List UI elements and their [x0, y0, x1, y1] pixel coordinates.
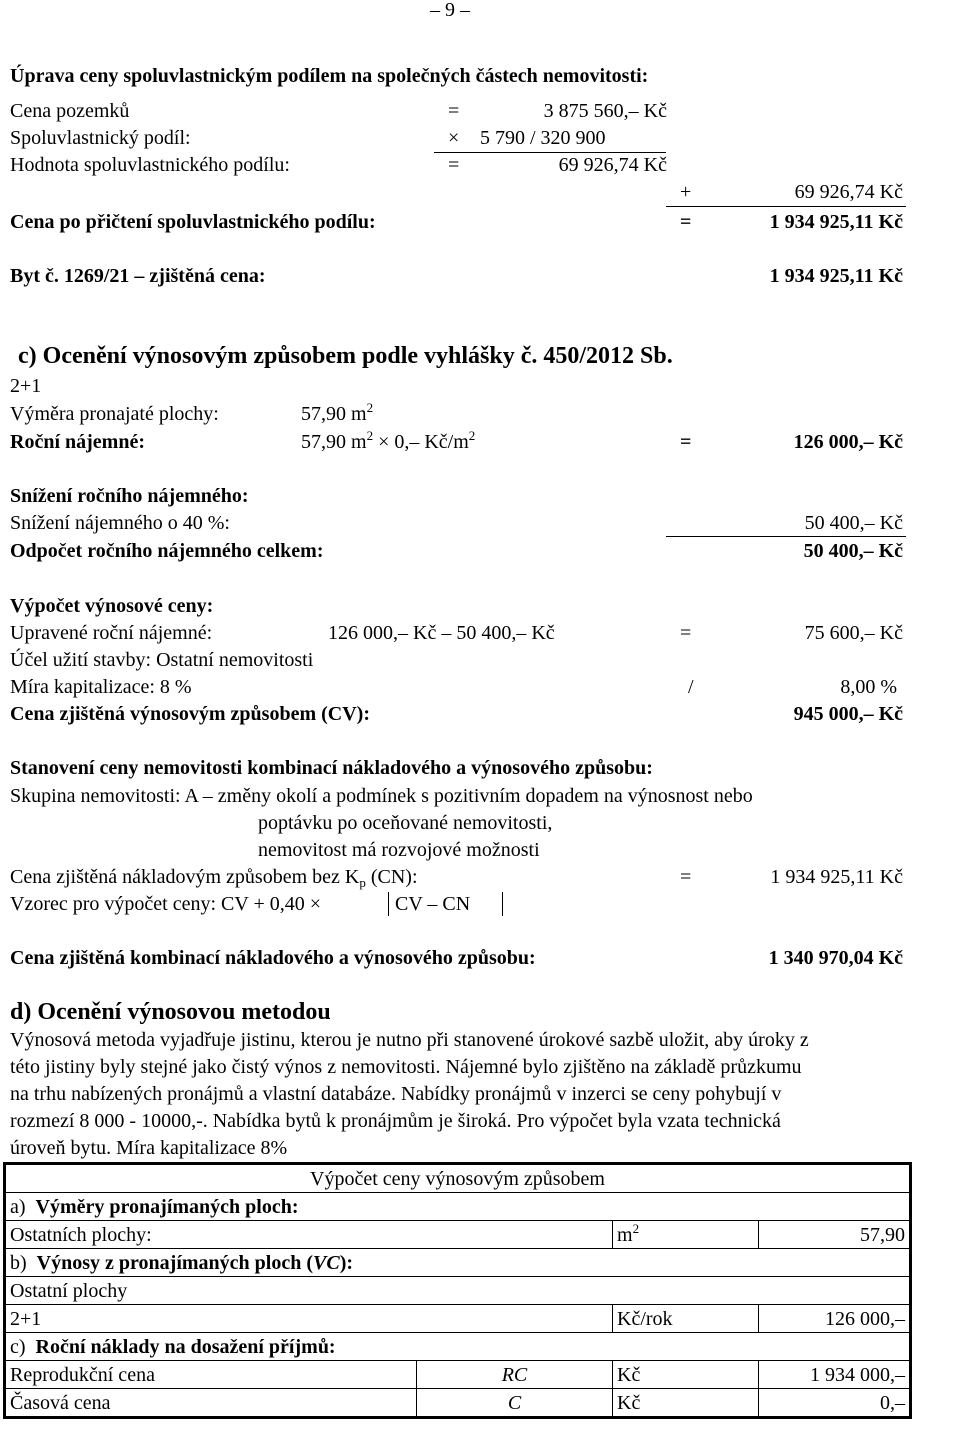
table-title: Výpočet ceny výnosovým způsobem: [5, 1164, 911, 1193]
reduction-total-label: Odpočet ročního nájemného celkem:: [10, 540, 324, 562]
section-c-title: c) Ocenění výnosovým způsobem podle vyhlášky č. 450/2012 Sb.: [18, 343, 673, 369]
reduction-total-value: 50 400,– Kč: [803, 540, 903, 562]
income-price-label: Cena zjištěná výnosovým způsobem (CV):: [10, 703, 370, 725]
page-number: – 9 –: [430, 0, 470, 21]
unit-type: 2+1: [10, 375, 42, 397]
cost-price-label: Cena zjištěná nákladovým způsobem bez $K_p$ (CN):: [10, 866, 418, 890]
repro-label: Reprodukční cena: [5, 1361, 417, 1389]
repro-unit: Kč: [613, 1361, 759, 1389]
cap-rate-operator: /: [688, 676, 694, 698]
area-label: Výměra pronajaté plochy:: [10, 403, 219, 425]
adjustment-heading: Úprava ceny spoluvlastnickým podílem na společných částech nemovitosti:: [10, 65, 649, 87]
table-row: [5, 1389, 911, 1418]
table-row: [5, 1361, 911, 1389]
formula-abs-content: CV – CN: [395, 893, 471, 915]
time-unit: Kč: [613, 1389, 759, 1418]
cost-price-value: 1 934 925,11 Kč: [770, 866, 903, 888]
plus-operator: +: [680, 181, 692, 203]
time-value: 0,–: [759, 1389, 911, 1418]
time-symbol: C: [417, 1389, 613, 1418]
paragraph-line-2: této jistiny byly stejné jako čistý výnos z nemovitosti. Nájemné bylo zjištěno na základě průzkumu: [10, 1056, 802, 1078]
group-line-2: poptávku po oceňované nemovitosti,: [258, 812, 553, 834]
time-label: Časová cena: [5, 1389, 417, 1418]
group-line-3: nemovitost má rozvojové možnosti: [258, 839, 540, 861]
other-areas-label: Ostatních plochy:: [5, 1221, 613, 1249]
land-price-operator: =: [448, 100, 460, 122]
adjusted-rent-operator: =: [680, 622, 692, 644]
area-value: 57,90 $m^2$: [301, 400, 374, 425]
after-share-operator: =: [680, 211, 692, 233]
sum-underline: [666, 206, 906, 207]
after-share-label: Cena po přičtení spoluvlastnického podílu:: [10, 211, 376, 233]
table-row: [5, 1305, 911, 1333]
share-underline: [434, 152, 666, 153]
adjusted-rent-value: 75 600,– Kč: [804, 622, 903, 644]
section-b-row: b) Výnosy z pronajímaných ploch (VC):: [5, 1249, 911, 1277]
repro-value: 1 934 000,–: [759, 1361, 911, 1389]
combination-price-value: 1 340 970,04 Kč: [768, 947, 903, 969]
type-label: 2+1: [5, 1305, 613, 1333]
flat-price-value: 1 934 925,11 Kč: [769, 265, 903, 287]
paragraph-line-3: na trhu nabízených pronájmů a vlastní databáze. Nabídky pronájmů v inzerci se ceny pohybují v: [10, 1083, 782, 1105]
combination-heading: Stanovení ceny nemovitosti kombinací nákladového a výnosového způsobu:: [10, 757, 653, 779]
cap-rate-value: 8,00 %: [840, 676, 897, 698]
share-value-label: Hodnota spoluvlastnického podílu:: [10, 154, 290, 176]
reduction-heading: Snížení ročního nájemného:: [10, 485, 249, 507]
other-label: Ostatní plochy: [5, 1277, 911, 1305]
abs-bar-right: [502, 892, 503, 916]
type-unit: Kč/rok: [613, 1305, 759, 1333]
type-value: 126 000,–: [759, 1305, 911, 1333]
paragraph-line-5: úroveň bytu. Míra kapitalizace 8%: [10, 1137, 288, 1159]
table-row: [5, 1277, 911, 1305]
paragraph-line-4: rozmezí 8 000 - 10000,-. Nabídka bytů k pronájmům je široká. Pro výpočet byla vzata technická: [10, 1110, 781, 1132]
annual-rent-value: 126 000,– Kč: [793, 431, 903, 453]
share-value-operator: =: [448, 154, 460, 176]
share-operator: ×: [448, 127, 460, 149]
adjusted-rent-calc: 126 000,– Kč – 50 400,– Kč: [328, 622, 555, 644]
section-d-title: d) Ocenění výnosovou metodou: [10, 999, 331, 1025]
group-line-1: Skupina nemovitosti: A – změny okolí a podmínek s pozitivním dopadem na výnosnost nebo: [10, 785, 753, 807]
cap-rate-label: Míra kapitalizace: 8 %: [10, 676, 192, 698]
flat-price-label: Byt č. 1269/21 – zjištěná cena:: [10, 265, 266, 287]
section-a-row: a) Výměry pronajímaných ploch:: [5, 1193, 911, 1221]
reduction-underline: [666, 536, 906, 537]
land-price-label: Cena pozemků: [10, 100, 130, 122]
income-price-value: 945 000,– Kč: [793, 703, 903, 725]
table-row: [5, 1164, 911, 1193]
table-row: [5, 1333, 911, 1361]
repro-symbol: RC: [417, 1361, 613, 1389]
share-value: 5 790 / 320 900: [480, 127, 606, 149]
building-use: Účel užití stavby: Ostatní nemovitosti: [10, 649, 314, 671]
formula: Vzorec pro výpočet ceny: CV + 0,40 × CV – CN: [10, 894, 321, 914]
other-areas-unit: $m^2$: [613, 1221, 759, 1249]
table-row: [5, 1193, 911, 1221]
income-calculation-table: [3, 1162, 912, 1419]
after-share-value: 1 934 925,11 Kč: [769, 211, 903, 233]
plus-value: 69 926,74 Kč: [794, 181, 903, 203]
table-row: [5, 1221, 911, 1249]
annual-rent-calc: 57,90 $m^2 \times 0,-$ $Kč/m^2$: [301, 428, 476, 453]
abs-bar-left: [388, 892, 389, 916]
adjusted-rent-label: Upravené roční nájemné:: [10, 622, 213, 644]
paragraph-line-1: Výnosová metoda vyjadřuje jistinu, kterou je nutno při stanovené úrokové sazbě uložit, aby úroky z: [10, 1029, 809, 1051]
reduction-label: Snížení nájemného o 40 %:: [10, 512, 230, 534]
cost-price-operator: =: [680, 866, 692, 888]
section-c-row: c) Roční náklady na dosažení příjmů:: [5, 1333, 911, 1361]
share-label: Spoluvlastnický podíl:: [10, 127, 191, 149]
income-calc-heading: Výpočet výnosové ceny:: [10, 595, 214, 617]
combination-price-label: Cena zjištěná kombinací nákladového a výnosového způsobu:: [10, 947, 536, 969]
reduction-value: 50 400,– Kč: [804, 512, 903, 534]
annual-rent-label: Roční nájemné:: [10, 431, 145, 453]
land-price-value: 3 875 560,– Kč: [543, 100, 667, 122]
other-areas-value: 57,90: [759, 1221, 911, 1249]
annual-rent-operator: =: [680, 431, 692, 453]
share-value-amount: 69 926,74 Kč: [558, 154, 667, 176]
table-row: [5, 1249, 911, 1277]
